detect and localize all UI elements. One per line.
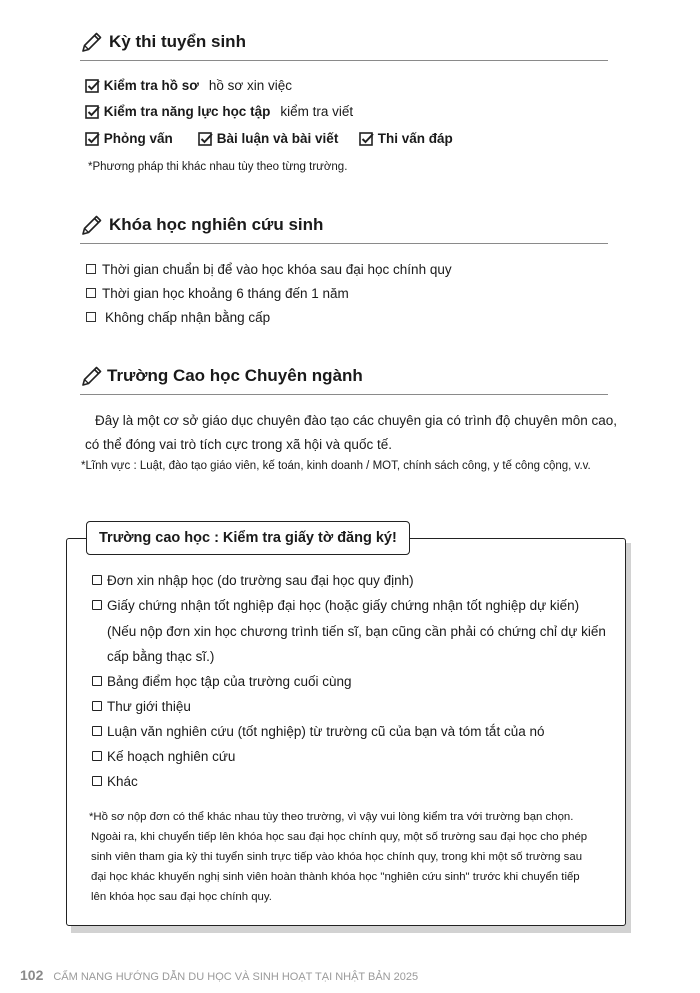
- checklist-title: Trường cao học : Kiểm tra giấy tờ đăng ký!: [86, 521, 410, 555]
- checkbox-icon: [92, 701, 102, 711]
- exam-note: *Phương pháp thi khác nhau tùy theo từng trường.: [88, 161, 348, 173]
- item-text: Thời gian chuẩn bị để vào học khóa sau đại học chính quy: [102, 262, 452, 277]
- item-text: Kế hoạch nghiên cứu: [107, 749, 236, 764]
- list-item-subtext: (Nếu nộp đơn xin học chương trình tiến sĩ, bạn cũng cần phải có chứng chỉ dự kiến: [107, 624, 606, 639]
- checkbox-checked-icon: [198, 132, 213, 147]
- checkbox-icon: [92, 726, 102, 736]
- footer-title: CẨM NANG HƯỚNG DẪN DU HỌC VÀ SINH HOẠT TẠI NHẬT BẢN 2025: [53, 971, 419, 983]
- list-item: [359, 131, 453, 151]
- checkbox-checked-icon: [85, 132, 100, 147]
- checklist-note-line: đại học khác khuyến nghị sinh viên hoàn thành khóa học "nghiên cứu sinh" trước khi chuyển tiếp: [91, 871, 580, 883]
- checkbox-icon: [86, 312, 96, 322]
- list-item: [92, 724, 544, 739]
- list-item: [92, 699, 191, 714]
- description-line: Đây là một cơ sở giáo dục chuyên đào tạo các chuyên gia có trình độ chuyên môn cao,: [95, 413, 618, 428]
- checklist-note-line: *Hồ sơ nộp đơn có thể khác nhau tùy theo trường, vì vậy vui lòng kiểm tra với trường bạn chọn.: [89, 811, 574, 823]
- item-text: Không chấp nhận bằng cấp: [105, 310, 271, 325]
- list-item: [92, 573, 414, 588]
- item-value: hồ sơ xin việc: [208, 78, 293, 93]
- item-label: Thi vấn đáp: [377, 131, 453, 146]
- item-text: Thời gian học khoảng 6 tháng đến 1 năm: [102, 286, 349, 301]
- checkbox-checked-icon: [359, 132, 374, 147]
- checkbox-checked-icon: [85, 105, 100, 120]
- checkbox-icon: [86, 264, 96, 274]
- item-text: Thư giới thiệu: [107, 699, 191, 714]
- list-item: [85, 78, 292, 98]
- checklist-note-line: Ngoài ra, khi chuyển tiếp lên khóa học sau đại học chính quy, một số trường sau đại học cho phép: [91, 831, 588, 843]
- section-header-research-student: [80, 213, 608, 244]
- pencil-icon: [80, 213, 104, 237]
- item-text: Luận văn nghiên cứu (tốt nghiệp) từ trường cũ của bạn và tóm tắt của nó: [107, 724, 545, 739]
- item-label: Phỏng vấn: [103, 131, 173, 146]
- item-text: Đơn xin nhập học (do trường sau đại học quy định): [107, 573, 414, 588]
- checkbox-icon: [86, 288, 96, 298]
- list-item: [86, 310, 270, 325]
- item-value: kiểm tra viết: [280, 104, 354, 119]
- list-item: [85, 131, 173, 151]
- list-item: [198, 131, 338, 151]
- checkbox-icon: [92, 676, 102, 686]
- list-item: [92, 674, 352, 689]
- list-item: [92, 749, 235, 764]
- list-item: [86, 286, 349, 301]
- checkbox-icon: [92, 776, 102, 786]
- checkbox-icon: [92, 751, 102, 761]
- item-label: Kiểm tra hồ sơ: [103, 78, 199, 93]
- description-line: có thể đóng vai trò tích cực trong xã hội và quốc tế.: [85, 437, 392, 452]
- pencil-icon: [80, 30, 104, 54]
- checkbox-icon: [92, 600, 102, 610]
- checklist-note-line: lên khóa học sau đại học chính quy.: [91, 891, 272, 903]
- section-header-professional-school: [80, 364, 608, 395]
- item-text: Khác: [107, 774, 138, 789]
- list-item: [92, 598, 579, 613]
- checklist-note-line: sinh viên tham gia kỳ thi tuyển sinh trực tiếp vào khóa học chính quy, trong khi một số trường sau: [91, 851, 583, 863]
- list-item: [85, 104, 353, 124]
- checkbox-checked-icon: [85, 79, 100, 94]
- item-text: Giấy chứng nhận tốt nghiệp đại học (hoặc giấy chứng nhận tốt nghiệp dự kiến): [107, 598, 580, 613]
- section-header-exam: [80, 30, 608, 61]
- list-item: [92, 774, 138, 789]
- fields-note: *Lĩnh vực : Luật, đào tạo giáo viên, kế toán, kinh doanh / MOT, chính sách công, y tế công cộng, v.v.: [81, 460, 591, 472]
- section-title: Kỳ thi tuyển sinh: [109, 32, 246, 51]
- pencil-icon: [80, 364, 104, 388]
- list-item-subtext: cấp bằng thạc sĩ.): [107, 649, 215, 664]
- checkbox-icon: [92, 575, 102, 585]
- item-label: Bài luận và bài viết: [216, 131, 339, 146]
- list-item: [86, 262, 452, 277]
- item-text: Bảng điểm học tập của trường cuối cùng: [107, 674, 352, 689]
- item-label: Kiểm tra năng lực học tập: [103, 104, 271, 119]
- section-title: Trường Cao học Chuyên ngành: [107, 366, 363, 385]
- page-number: 102: [20, 967, 44, 983]
- page-footer: [20, 967, 418, 983]
- section-title: Khóa học nghiên cứu sinh: [109, 215, 324, 234]
